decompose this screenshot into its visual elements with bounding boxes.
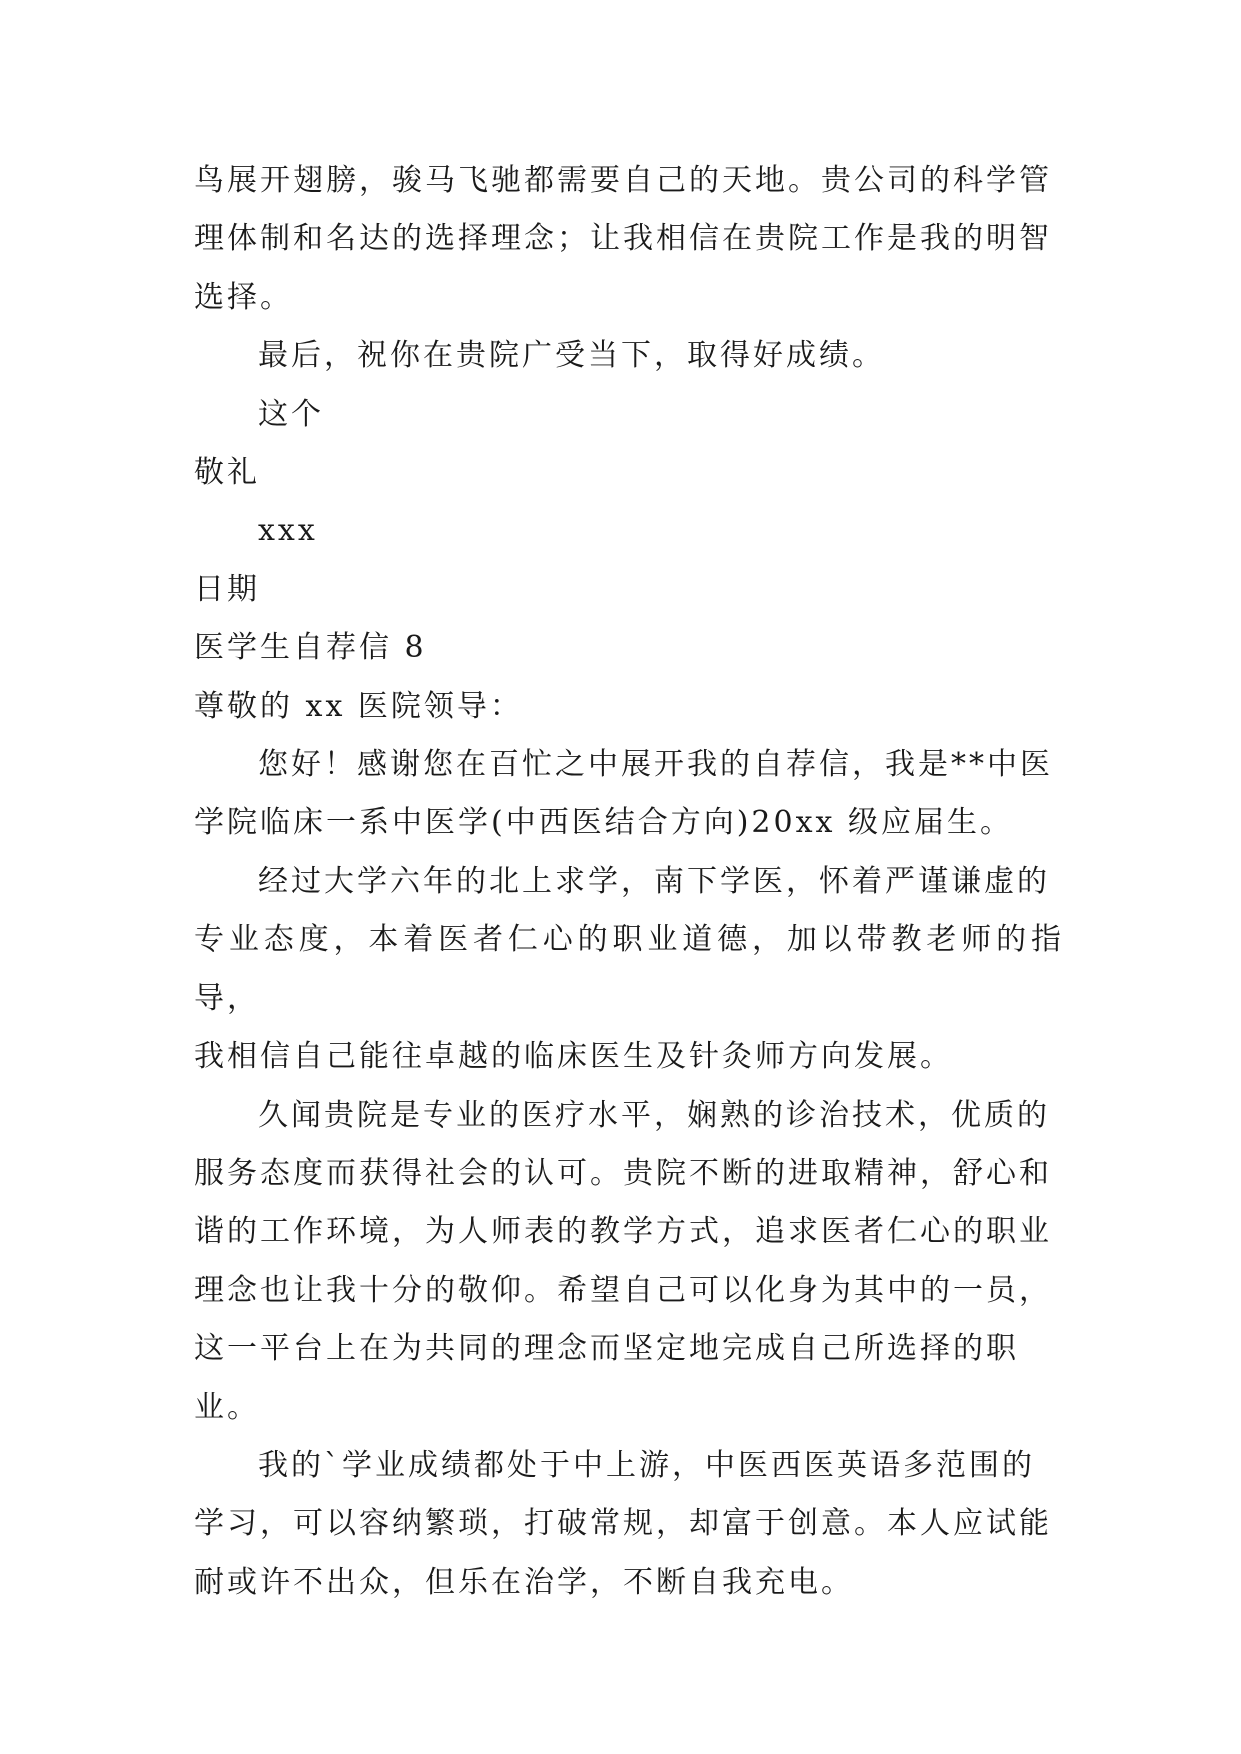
paragraph-p2 xyxy=(194,327,1064,385)
text-line: 鸟展开翅膀，骏马飞驰都需要自己的天地。贵公司的科学管 xyxy=(194,163,1052,198)
text-line: 医学生自荐信 8 xyxy=(194,630,427,666)
paragraph-p8 xyxy=(194,678,1064,736)
text-line: 最后，祝你在贵院广受当下，取得好成绩。 xyxy=(258,338,885,374)
text-line: 我相信自己能往卓越的临床医生及针灸师方向发展。 xyxy=(194,1039,953,1075)
text-line: 日期 xyxy=(194,571,260,607)
paragraph-p12 xyxy=(194,1437,1064,1612)
text-line: 尊敬的 xx 医院领导： xyxy=(194,688,523,724)
text-line: 敬礼 xyxy=(194,455,260,491)
text-line: 理体制和名达的选择理念；让我相信在贵院工作是我的明智 xyxy=(194,221,1052,257)
text-line: 久闻贵院是专业的医疗水平，娴熟的诊治技术，优质的 xyxy=(258,1097,1050,1133)
text-line: 谐的工作环境，为人师表的教学方式，追求医者仁心的职业 xyxy=(194,1214,1052,1250)
text-line: 您好！感谢您在百忙之中展开我的自荐信，我是**中医 xyxy=(258,747,1053,783)
text-line: 学院临床一系中医学(中西医结合方向)20xx 级应届生。 xyxy=(194,805,1013,841)
text-line: 专业态度，本着医者仁心的职业道德，加以带教老师的指导， xyxy=(194,922,1064,1016)
text-line: 选择。 xyxy=(194,279,293,315)
paragraph-p9 xyxy=(194,736,1064,853)
text-line: 耐或许不出众，但乐在治学，不断自我充电。 xyxy=(194,1564,854,1600)
paragraph-p3 xyxy=(194,386,1064,444)
text-line: 这一平台上在为共同的理念而坚定地完成自己所选择的职 xyxy=(194,1331,1019,1367)
document-body xyxy=(194,152,1064,1612)
text-line: 我的`学业成绩都处于中上游，中医西医英语多范围的 xyxy=(258,1447,1035,1483)
paragraph-p7 xyxy=(194,619,1064,677)
text-line: 这个 xyxy=(258,396,324,432)
text-line: 经过大学六年的北上求学，南下学医，怀着严谨谦虚的 xyxy=(258,863,1050,899)
text-line: 理念也让我十分的敬仰。希望自己可以化身为其中的一员， xyxy=(194,1272,1052,1308)
paragraph-p11 xyxy=(194,1087,1064,1437)
text-line: 业。 xyxy=(194,1389,260,1425)
paragraph-p6 xyxy=(194,561,1064,619)
paragraph-p4 xyxy=(194,444,1064,502)
paragraph-p5 xyxy=(194,502,1064,560)
paragraph-p1 xyxy=(194,152,1064,327)
text-line: xxx xyxy=(258,513,318,549)
text-line: 学习，可以容纳繁琐，打破常规，却富于创意。本人应试能 xyxy=(194,1506,1052,1542)
paragraph-p10 xyxy=(194,853,1064,1087)
text-line: 服务态度而获得社会的认可。贵院不断的进取精神，舒心和 xyxy=(194,1155,1052,1191)
